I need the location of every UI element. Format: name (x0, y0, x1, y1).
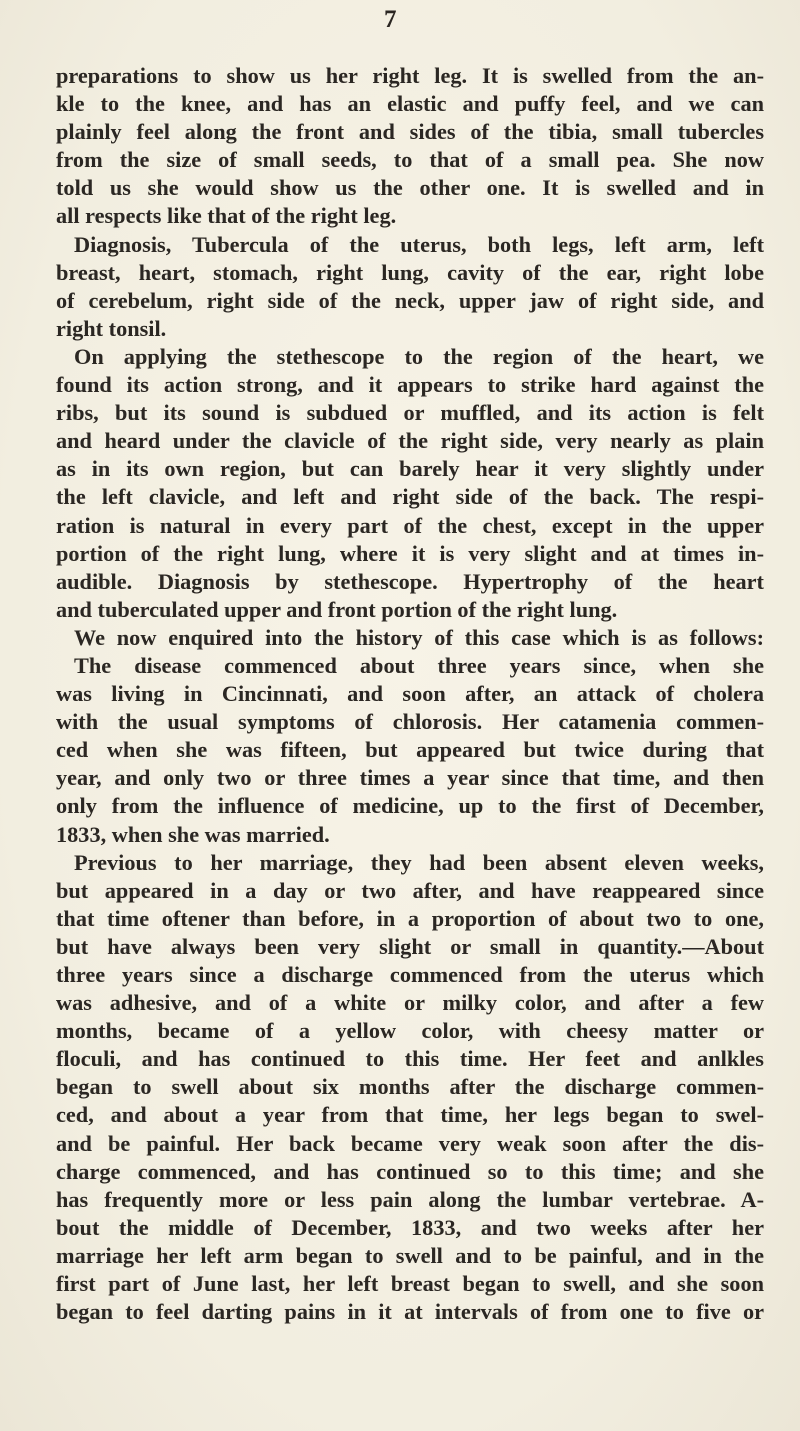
text-line: only from the influence of medicine, up to the first of December, (56, 793, 764, 819)
text-line: but appeared in a day or two after, and have reappeared since (56, 877, 764, 903)
text-line: right tonsil. (56, 315, 167, 341)
text-line: audible. Diagnosis by stethescope. Hypertrophy of the heart (56, 568, 764, 594)
text-line: began to swell about six months after the discharge commen- (56, 1074, 764, 1100)
text-line: On applying the stethescope to the region of the heart, we (74, 343, 764, 369)
text-line: all respects like that of the right leg. (56, 203, 397, 229)
body-text (56, 62, 764, 1326)
text-line: first part of June last, her left breast began to swell, and she soon (56, 1271, 764, 1297)
text-line: three years since a discharge commenced from the uterus which (56, 962, 764, 987)
text-line: began to feel darting pains in it at intervals of from one to five or (56, 1299, 764, 1325)
text-line: year, and only two or three times a year since that time, and then (56, 765, 764, 791)
text-line: told us she would show us the other one. It is swelled and in (56, 175, 764, 201)
text-line: and tuberculated upper and front portion of the right lung. (56, 596, 618, 622)
text-line: has frequently more or less pain along the lumbar vertebrae. A- (56, 1186, 764, 1212)
text-line: portion of the right lung, where it is very slight and at times in- (56, 540, 764, 566)
text-line: 1833, when she was married. (56, 821, 330, 847)
text-line: preparations to show us her right leg. It is swelled from the an- (56, 63, 764, 88)
text-line: months, became of a yellow color, with cheesy matter or (56, 1018, 764, 1044)
text-line: We now enquired into the history of this case which is as follows: (74, 624, 764, 650)
text-line: The disease commenced about three years since, when she (74, 652, 764, 678)
text-line: from the size of small seeds, to that of a small pea. She now (56, 147, 764, 173)
text-line: that time oftener than before, in a proportion of about two to one, (56, 905, 764, 931)
text-line: charge commenced, and has continued so to this time; and she (56, 1158, 764, 1184)
page-number: 7 (384, 6, 397, 33)
text-line: kle to the knee, and has an elastic and puffy feel, and we can (56, 91, 764, 117)
text-line: found its action strong, and it appears to strike hard against the (56, 372, 764, 398)
text-line: but have always been very slight or small in quantity.—About (56, 933, 764, 959)
text-line: with the usual symptoms of chlorosis. Her catamenia commen- (56, 709, 764, 735)
text-line: Diagnosis, Tubercula of the uterus, both legs, left arm, left (74, 231, 764, 257)
text-line: and heard under the clavicle of the right side, very nearly as plain (56, 428, 764, 454)
text-line: was adhesive, and of a white or milky color, and after a few (56, 990, 764, 1016)
text-line: ced, and about a year from that time, her legs began to swel- (56, 1102, 764, 1128)
text-line: bout the middle of December, 1833, and two weeks after her (56, 1214, 764, 1240)
text-line: Previous to her marriage, they had been absent eleven weeks, (74, 849, 764, 875)
text-line: floculi, and has continued to this time. Her feet and anlkles (56, 1046, 764, 1072)
text-line: ced when she was fifteen, but appeared but twice during that (56, 737, 764, 763)
text-line: the left clavicle, and left and right side of the back. The respi- (56, 484, 764, 510)
text-line: marriage her left arm began to swell and to be painful, and in the (56, 1242, 764, 1268)
text-line: and be painful. Her back became very weak soon after the dis- (56, 1130, 764, 1156)
text-line: as in its own region, but can barely hear it very slightly under (56, 456, 764, 482)
text-line: ration is natural in every part of the chest, except in the upper (56, 512, 764, 538)
text-line: of cerebelum, right side of the neck, upper jaw of right side, and (56, 287, 764, 313)
text-line: breast, heart, stomach, right lung, cavity of the ear, right lobe (56, 259, 764, 285)
text-line: was living in Cincinnati, and soon after, an attack of cholera (56, 681, 764, 707)
text-line: plainly feel along the front and sides of the tibia, small tubercles (56, 119, 764, 145)
text-line: ribs, but its sound is subdued or muffled, and its action is felt (56, 400, 764, 426)
